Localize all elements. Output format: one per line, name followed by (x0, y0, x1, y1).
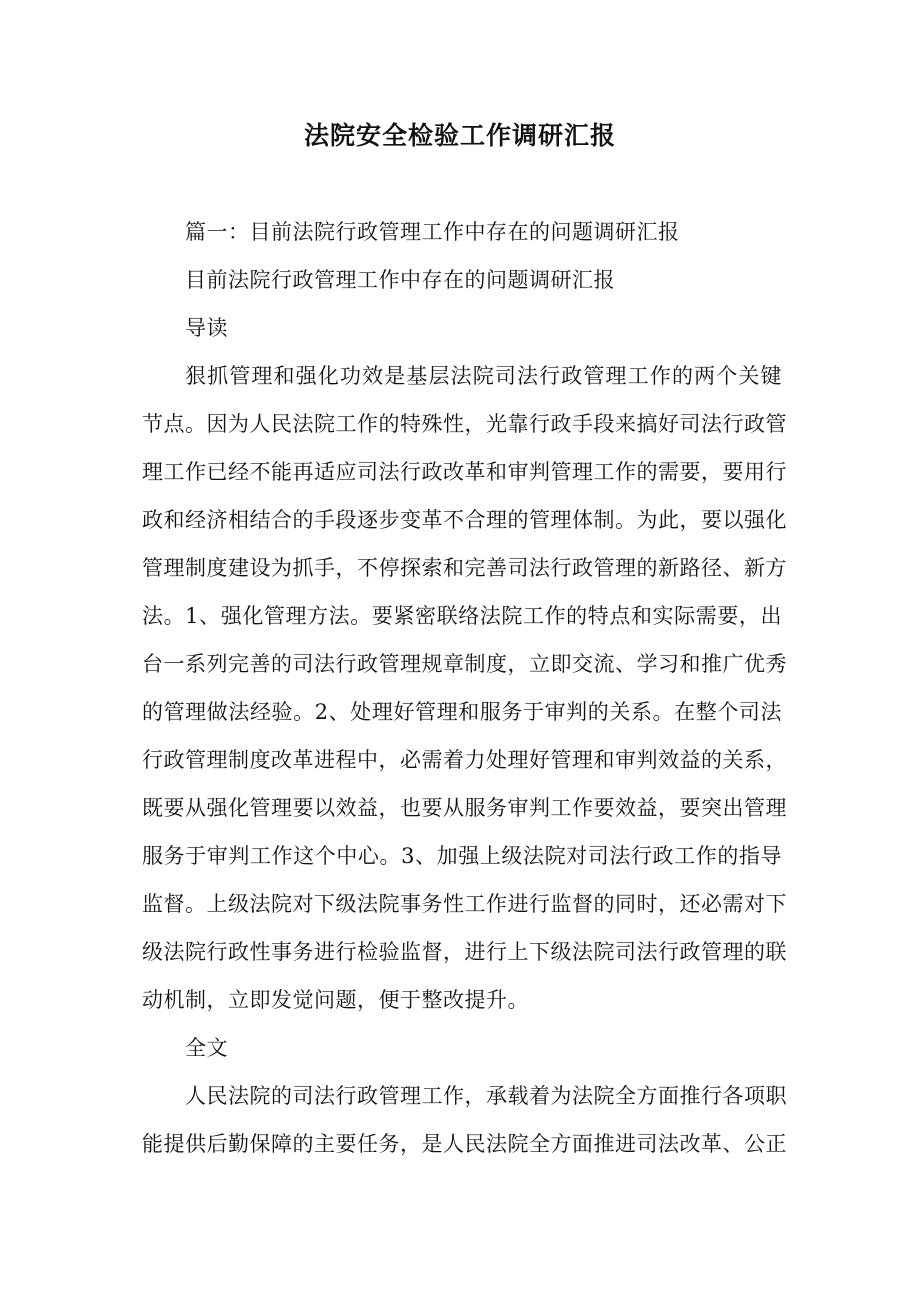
paragraph-line: 行政管理制度改革进程中，必需着力处理好管理和审判效益的关系， (142, 748, 787, 772)
paragraph-line: 狠抓管理和强化功效是基层法院司法行政管理工作的两个关键 (185, 364, 782, 388)
paragraph-line: 管理制度建设为抓手，不停探索和完善司法行政管理的新路径、新方 (142, 556, 787, 580)
document-title: 法院安全检验工作调研汇报 (303, 121, 616, 150)
paragraph-line: 能提供后勤保障的主要任务，是人民法院全方面推进司法改革、公正 (142, 1132, 787, 1156)
paragraph-line: 法。1、强化管理方法。要紧密联络法院工作的特点和实际需要，出 (142, 604, 782, 628)
paragraph-line: 人民法院的司法行政管理工作，承载着为法院全方面推行各项职 (185, 1084, 787, 1108)
paragraph-line: 台一系列完善的司法行政管理规章制度，立即交流、学习和推广优秀 (142, 652, 787, 676)
paragraph-line: 节点。因为人民法院工作的特殊性，光靠行政手段来搞好司法行政管 (142, 412, 787, 436)
paragraph-line: 的管理做法经验。2、处理好管理和服务于审判的关系。在整个司法 (142, 700, 782, 724)
guide-label: 导读 (185, 316, 228, 340)
section-heading: 篇一：目前法院行政管理工作中存在的问题调研汇报 (185, 220, 680, 244)
paragraph-line: 监督。上级法院对下级法院事务性工作进行监督的同时，还必需对下 (142, 892, 787, 916)
paragraph-line: 政和经济相结合的手段逐步变革不合理的管理体制。为此，要以强化 (142, 508, 787, 532)
paragraph-line: 服务于审判工作这个中心。3、加强上级法院对司法行政工作的指导 (142, 844, 782, 868)
paragraph-line: 级法院行政性事务进行检验监督，进行上下级法院司法行政管理的联 (142, 940, 787, 964)
paragraph-line: 理工作已经不能再适应司法行政改革和审判管理工作的需要，要用行 (142, 460, 787, 484)
subheading: 目前法院行政管理工作中存在的问题调研汇报 (185, 268, 615, 292)
fulltext-label: 全文 (185, 1036, 228, 1060)
paragraph-line: 动机制，立即发觉问题，便于整改提升。 (142, 988, 529, 1012)
paragraph-line: 既要从强化管理要以效益，也要从服务审判工作要效益，要突出管理 (142, 796, 787, 820)
